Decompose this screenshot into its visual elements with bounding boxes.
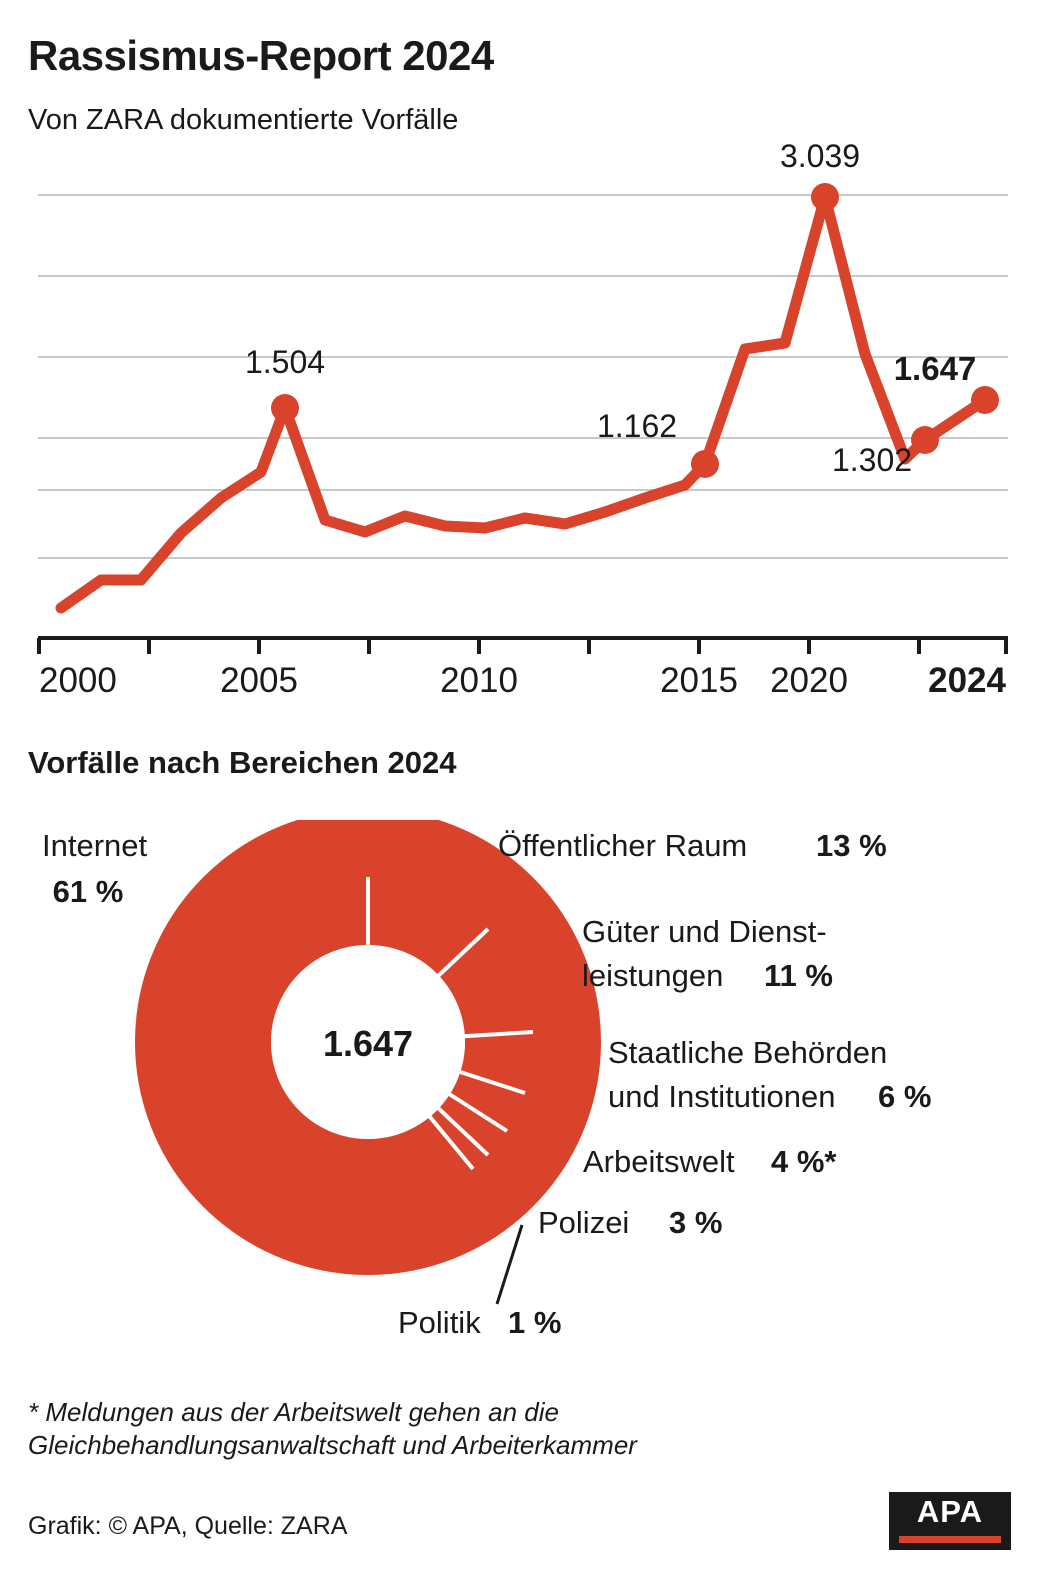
xtick-2000: 2000 xyxy=(39,661,117,700)
apa-logo-text: APA xyxy=(916,1494,984,1529)
slice-label-politik-name: Politik xyxy=(398,1305,481,1340)
apa-logo-bar xyxy=(899,1536,1001,1543)
xtick-2015: 2015 xyxy=(660,661,738,700)
apa-logo xyxy=(889,1492,1011,1550)
slice-label-gueter-value: 11 % xyxy=(764,958,833,993)
slice-label-internet-name: Internet xyxy=(42,828,148,863)
xtick-2010: 2010 xyxy=(440,661,518,700)
slice-label-gueter-name: Güter und Dienst- xyxy=(582,914,827,949)
donut-center-total: 1.647 xyxy=(322,1023,414,1064)
page-subtitle: Von ZARA dokumentierte Vorfälle xyxy=(28,104,459,136)
slice-label-oeffentlicher-raum-value: 13 % xyxy=(816,828,887,863)
slice-label-internet-value: 61 % xyxy=(52,874,124,909)
point-label-2006: 1.504 xyxy=(244,344,326,380)
slice-label-behoerden-name: Staatliche Behörden xyxy=(608,1035,888,1070)
slice-label-behoerden-value: 6 % xyxy=(878,1079,932,1114)
leader-lines xyxy=(497,1225,522,1304)
donut-chart xyxy=(0,820,1039,1360)
donut-section-title: Vorfälle nach Bereichen 2024 xyxy=(28,745,457,780)
point-label-2023: 1.302 xyxy=(831,442,913,478)
slice-label-politik-value: 1 % xyxy=(508,1305,562,1340)
slice-label-polizei-value: 3 % xyxy=(669,1205,723,1240)
x-axis xyxy=(38,638,1008,654)
point-label-2024: 1.647 xyxy=(893,350,977,387)
page-title: Rassismus-Report 2024 xyxy=(28,32,494,79)
point-label-2017: 1.162 xyxy=(596,408,678,444)
slice-label-oeffentlicher-raum-name: Öffentlicher Raum xyxy=(498,828,748,863)
line-chart-svg xyxy=(0,130,1039,710)
xtick-2024: 2024 xyxy=(928,661,1006,700)
slice-label-arbeitswelt-value: 4 %* xyxy=(771,1144,837,1179)
line-chart xyxy=(0,130,1039,710)
footnote: * Meldungen aus der Arbeitswelt gehen an die Gleichbehandlungsanwaltschaft und Arbeiterkammer xyxy=(28,1397,637,1461)
xtick-2020: 2020 xyxy=(770,661,848,700)
credit-line: Grafik: © APA, Quelle: ZARA xyxy=(28,1512,348,1540)
gridlines xyxy=(38,195,1008,558)
xtick-2005: 2005 xyxy=(220,661,298,700)
slice-label-gueter-name2: leistungen xyxy=(582,958,724,993)
series-line xyxy=(61,197,985,608)
point-label-2020: 3.039 xyxy=(779,138,861,174)
donut-chart-svg xyxy=(0,820,1039,1360)
slice-label-arbeitswelt-name: Arbeitswelt xyxy=(583,1144,735,1179)
slice-label-behoerden-name2: und Institutionen xyxy=(608,1079,836,1114)
slice-label-polizei-name: Polizei xyxy=(538,1205,630,1240)
